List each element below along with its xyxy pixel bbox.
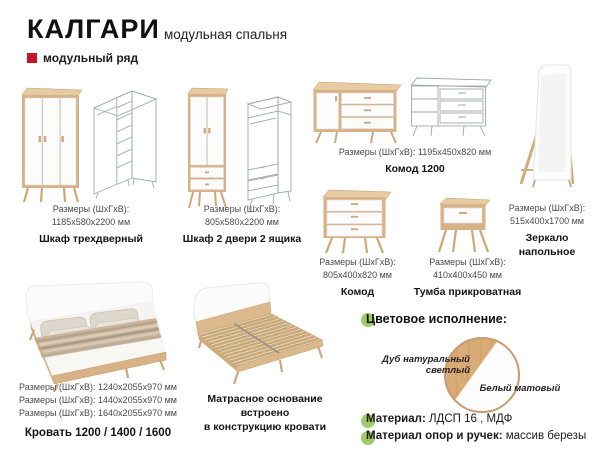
series-row xyxy=(27,51,138,65)
dresser-render xyxy=(320,188,394,254)
material-row-1 xyxy=(366,413,512,425)
product-card-dresser1200 xyxy=(330,146,500,176)
nightstand-render xyxy=(432,196,496,254)
size-line-1400: Размеры (ШхГхВ): 1440х2055х970 мм xyxy=(19,395,177,405)
product-name: Шкаф 2 двери 2 ящика xyxy=(182,233,302,245)
note-line-1: Матрасное основание встроено xyxy=(207,393,323,419)
product-name: Зеркало напольное xyxy=(518,232,576,258)
size-value: 410х400х450 мм xyxy=(433,270,502,280)
product-card-wardrobe2 xyxy=(168,203,316,246)
bed-frame-render xyxy=(188,280,338,384)
product-name: Комод 1200 xyxy=(385,163,445,175)
wardrobe-2door-wireframe xyxy=(244,88,294,212)
material-line xyxy=(366,413,512,425)
product-name: Кровать 1200 / 1400 / 1600 xyxy=(24,427,172,439)
size-label: Размеры (ШхГхВ): xyxy=(429,257,506,267)
dresser-1200-wireframe xyxy=(408,76,494,138)
note-line-2: в конструкцию кровати xyxy=(203,421,327,433)
product-card-bed xyxy=(15,381,181,440)
size-line: Размеры (ШхГхВ): 1195х450х820 мм xyxy=(338,147,492,157)
product-card-mirror xyxy=(497,202,597,259)
page-title: КАЛГАРИ xyxy=(27,14,160,44)
size-line-1600: Размеры (ШхГхВ): 1640х2055х970 мм xyxy=(19,408,177,418)
material-value: массив березы xyxy=(505,430,587,442)
material-label: Материал: xyxy=(366,413,426,425)
size-value: 515х400х1700 мм xyxy=(510,216,584,226)
material-value: ЛДСП 16 , МДФ xyxy=(428,413,513,425)
white-finish-label: Белый матовый xyxy=(479,383,561,394)
product-card-nightstand xyxy=(405,256,530,299)
size-value: 805х580х2200 мм xyxy=(205,217,279,227)
wardrobe-3door-wireframe xyxy=(88,78,162,200)
size-label: Размеры (ШхГхВ): xyxy=(203,204,281,214)
oak-finish-label: Дуб натуральный светлый xyxy=(382,354,470,376)
dresser-1200-render xyxy=(311,80,403,144)
red-square-bullet-icon xyxy=(27,53,37,63)
material-row-2 xyxy=(366,430,586,442)
size-line-1200: Размеры (ШхГхВ): 1240х2055х970 мм xyxy=(19,382,177,392)
product-card-wardrobe3 xyxy=(10,203,172,246)
size-label: Размеры (ШхГхВ): xyxy=(319,257,396,267)
series-label: модульный ряд xyxy=(43,51,139,65)
wardrobe-2door-render xyxy=(186,86,230,210)
product-name: Тумба прикроватная xyxy=(413,286,522,298)
page-subtitle: модульная спальня xyxy=(164,27,288,42)
size-value: 805х400х820 мм xyxy=(323,270,392,280)
size-label: Размеры (ШхГхВ): xyxy=(52,204,130,214)
bed-render xyxy=(18,280,174,392)
size-label: Размеры (ШхГхВ): xyxy=(508,203,586,213)
finish-title: Цветовое исполнение: xyxy=(366,312,507,326)
material-label: Материал опор и ручек: xyxy=(366,430,503,442)
size-value: 1185х580х2200 мм xyxy=(51,217,131,227)
bed-frame-note xyxy=(185,392,345,434)
product-name: Шкаф трехдверный xyxy=(39,233,143,245)
finish-title-row xyxy=(366,312,507,326)
material-line xyxy=(366,430,586,442)
floor-mirror-render xyxy=(515,62,577,188)
product-name: Комод xyxy=(340,286,375,298)
wardrobe-3door-render xyxy=(20,86,84,204)
